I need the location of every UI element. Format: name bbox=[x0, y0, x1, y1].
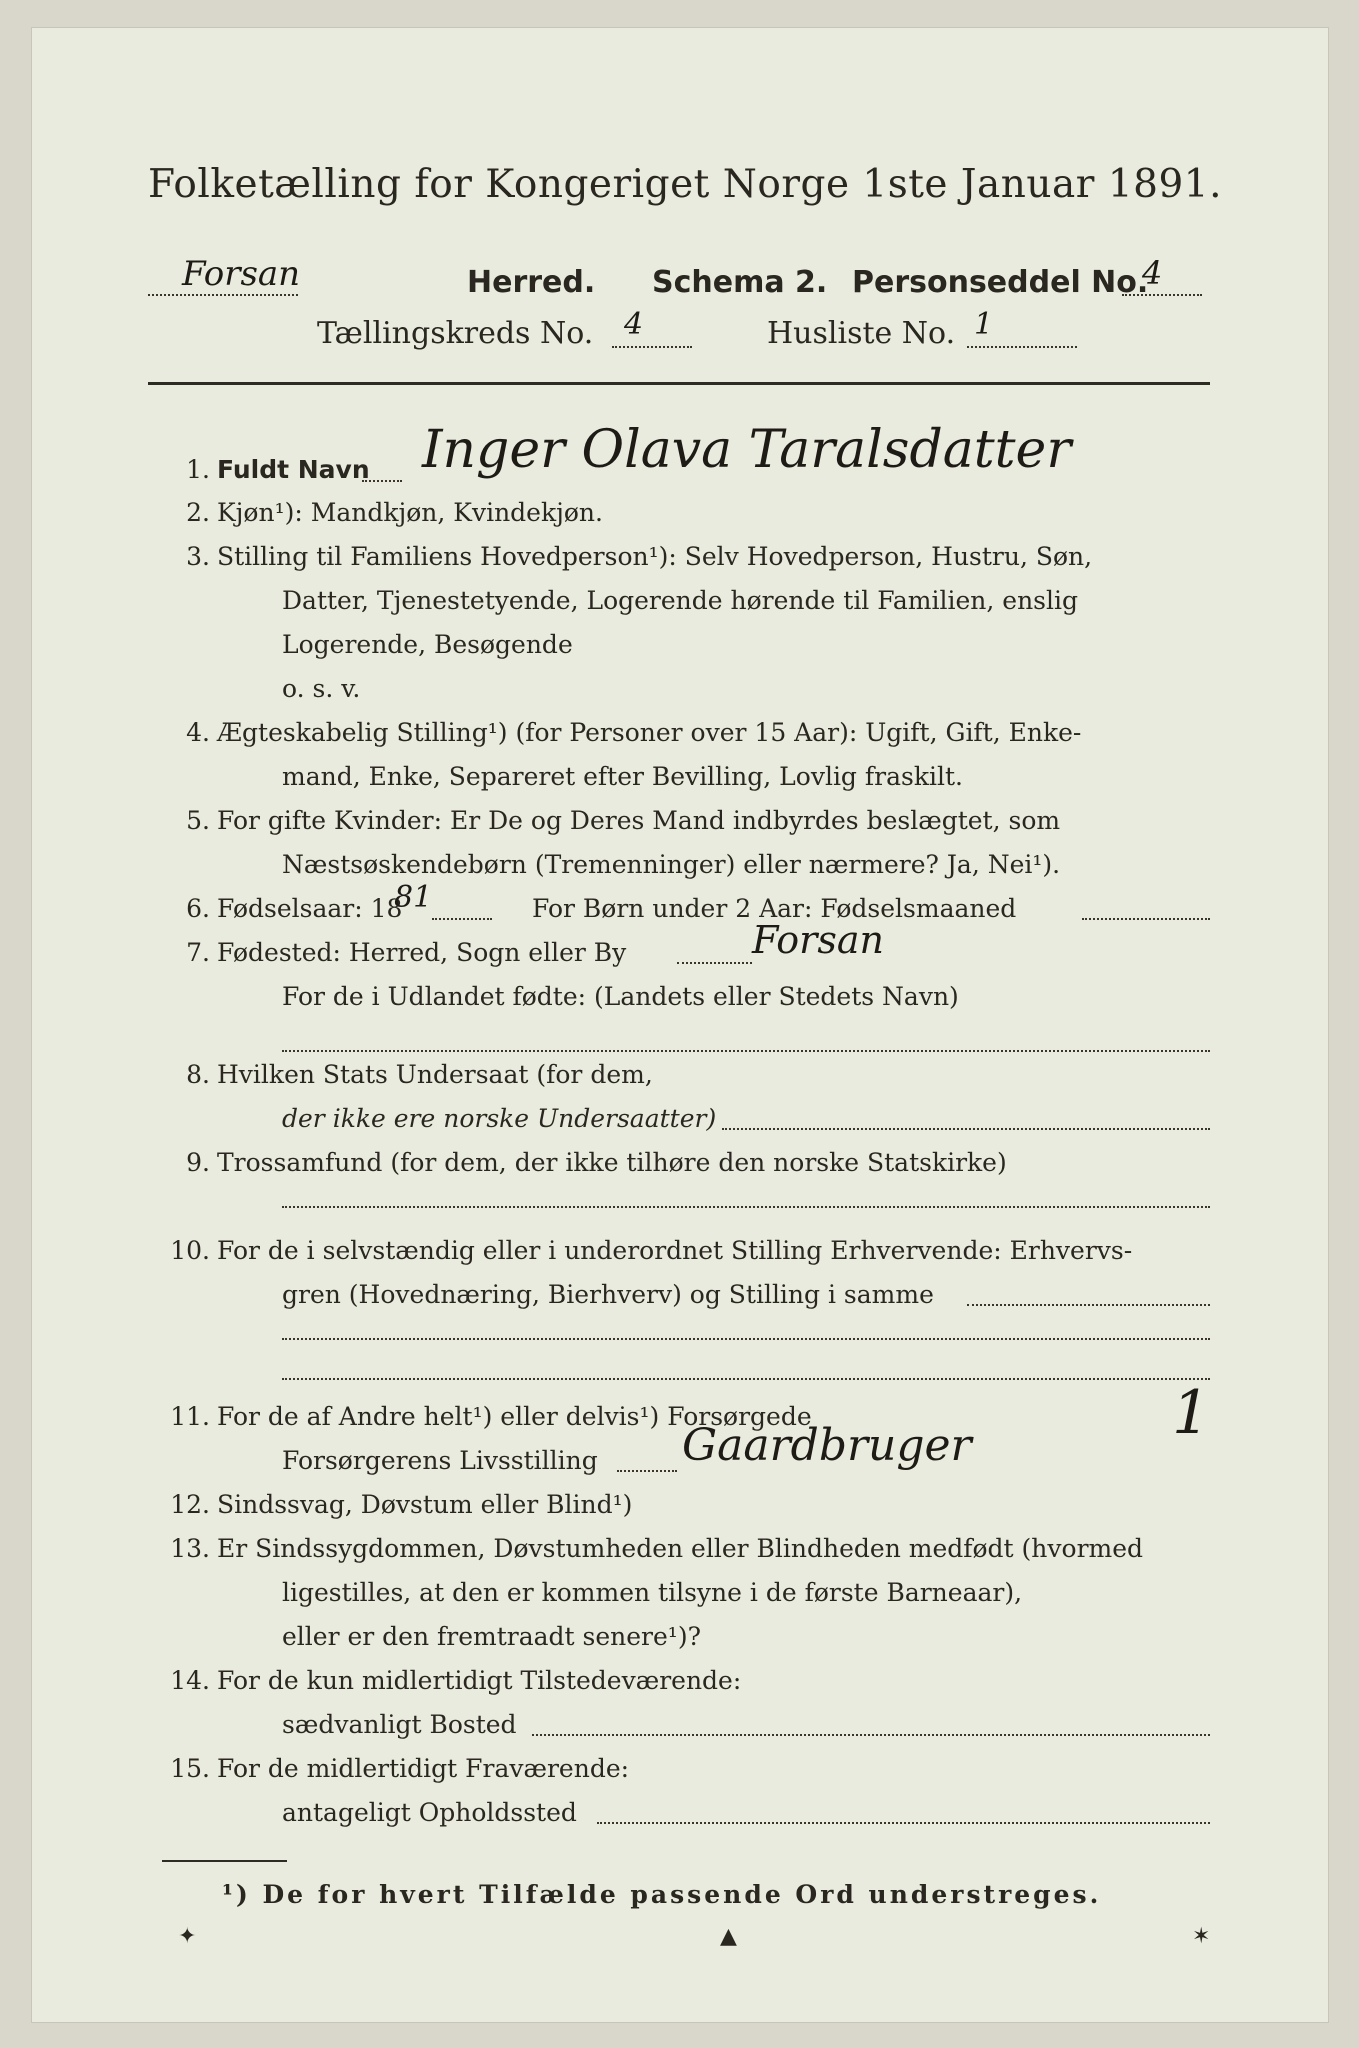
item-10-dotline-3 bbox=[282, 1378, 1210, 1380]
registration-mark-right: ✶ bbox=[1192, 1924, 1211, 1949]
kreds-dotline bbox=[612, 346, 692, 348]
personseddel-value: 4 bbox=[1142, 254, 1163, 292]
item-10-dotline-2 bbox=[282, 1338, 1210, 1340]
herred-label: Herred. bbox=[467, 265, 596, 300]
footnote: ¹) De for hvert Tilfælde passende Ord understreges. bbox=[222, 1880, 1102, 1909]
item-3-line3: Logerende, Besøgende bbox=[282, 630, 573, 659]
item-7-label: Fødested: Herred, Sogn eller By bbox=[217, 938, 627, 967]
item-12-number: 12. bbox=[170, 1490, 210, 1519]
item-13-line3: eller er den fremtraadt senere¹)? bbox=[282, 1622, 701, 1651]
item-15-line1: For de midlertidigt Fraværende: bbox=[217, 1754, 630, 1783]
item-15-number: 15. bbox=[170, 1754, 210, 1783]
provider-occupation-value: Gaardbruger bbox=[682, 1420, 972, 1471]
item-14-dotline bbox=[532, 1734, 1210, 1736]
item-4-line2: mand, Enke, Separeret efter Bevilling, Lovlig fraskilt. bbox=[282, 762, 963, 791]
husliste-value: 1 bbox=[974, 307, 994, 342]
item-12-line1: Sindssvag, Døvstum eller Blind¹) bbox=[217, 1490, 633, 1519]
item-13-line1: Er Sindssygdommen, Døvstumheden eller Blindheden medfødt (hvormed bbox=[217, 1534, 1144, 1563]
item-15-dotline bbox=[597, 1822, 1210, 1824]
item-4-number: 4. bbox=[186, 718, 210, 747]
item-8-line1: Hvilken Stats Undersaat (for dem, bbox=[217, 1060, 653, 1089]
full-name-value: Inger Olava Taralsdatter bbox=[422, 420, 1072, 480]
item-7-dotline bbox=[677, 962, 752, 964]
item-10-number: 10. bbox=[170, 1236, 210, 1265]
item-13-number: 13. bbox=[170, 1534, 210, 1563]
item-3-line4: o. s. v. bbox=[282, 674, 361, 703]
kreds-value: 4 bbox=[624, 307, 644, 342]
personseddel-label: Personseddel No. bbox=[852, 265, 1149, 300]
item-11-number: 11. bbox=[170, 1402, 210, 1431]
form-title: Folketælling for Kongeriget Norge 1ste Januar 1891. bbox=[148, 162, 1222, 207]
item-9-dotline bbox=[282, 1206, 1210, 1208]
registration-mark-center: ▲ bbox=[720, 1924, 737, 1949]
item-10-line1: For de i selvstændig eller i underordnet Stilling Erhvervende: Erhvervs- bbox=[217, 1236, 1133, 1265]
item-11-line1: For de af Andre helt¹) eller delvis¹) Forsørgede bbox=[217, 1402, 812, 1431]
census-form bbox=[32, 28, 1328, 2022]
item-3-line2: Datter, Tjenestetyende, Logerende hørende til Familien, enslig bbox=[282, 586, 1079, 615]
birthplace-value: Forsan bbox=[752, 918, 884, 962]
herred-value: Forsan bbox=[182, 254, 301, 294]
item-1-number: 1. bbox=[186, 455, 210, 484]
item-8-dotline bbox=[722, 1128, 1210, 1130]
item-6-dotline bbox=[432, 918, 492, 920]
item-9-line1: Trossamfund (for dem, der ikke tilhøre den norske Statskirke) bbox=[217, 1148, 1007, 1177]
item-11-mark: 1 bbox=[1172, 1378, 1211, 1448]
personseddel-dotline bbox=[1122, 294, 1202, 296]
item-9-number: 9. bbox=[186, 1148, 210, 1177]
item-8-number: 8. bbox=[186, 1060, 210, 1089]
item-5-line2: Næstsøskendebørn (Tremenninger) eller nærmere? Ja, Nei¹). bbox=[282, 850, 1061, 879]
item-3-line1: Stilling til Familiens Hovedperson¹): Selv Hovedperson, Hustru, Søn, bbox=[217, 542, 1093, 571]
kreds-label: Tællingskreds No. bbox=[317, 316, 594, 351]
item-14-line2: sædvanligt Bosted bbox=[282, 1710, 517, 1739]
header-rule bbox=[148, 382, 1210, 385]
item-10-line2: gren (Hovednæring, Bierhverv) og Stilling i samme bbox=[282, 1280, 934, 1309]
item-6-label2: For Børn under 2 Aar: Fødselsmaaned bbox=[532, 894, 1017, 923]
item-6-label: Fødselsaar: 18 bbox=[217, 894, 403, 923]
footnote-rule bbox=[162, 1860, 287, 1862]
item-5-number: 5. bbox=[186, 806, 210, 835]
schema-label: Schema 2. bbox=[652, 265, 828, 300]
item-7-abroad-dotline bbox=[282, 1050, 1210, 1052]
item-2-number: 2. bbox=[186, 498, 210, 527]
item-7-line2: For de i Udlandet fødte: (Landets eller Stedets Navn) bbox=[282, 982, 959, 1011]
item-8-line2: der ikke ere norske Undersaatter) bbox=[282, 1104, 717, 1133]
item-5-line1: For gifte Kvinder: Er De og Deres Mand indbyrdes beslægtet, som bbox=[217, 806, 1061, 835]
item-6-number: 6. bbox=[186, 894, 210, 923]
item-11-line2: Forsørgerens Livsstilling bbox=[282, 1446, 598, 1475]
husliste-dotline bbox=[967, 346, 1077, 348]
item-1-label: Fuldt Navn bbox=[217, 455, 370, 484]
birth-year-value: 81 bbox=[394, 880, 433, 915]
registration-mark-left: ✦ bbox=[178, 1924, 197, 1949]
item-3-number: 3. bbox=[186, 542, 210, 571]
item-14-line1: For de kun midlertidigt Tilstedeværende: bbox=[217, 1666, 742, 1695]
item-7-number: 7. bbox=[186, 938, 210, 967]
herred-dotline bbox=[148, 294, 298, 296]
item-1-dotline bbox=[362, 480, 402, 482]
item-6-month-dotline bbox=[1082, 918, 1210, 920]
item-4-line1: Ægteskabelig Stilling¹) (for Personer over 15 Aar): Ugift, Gift, Enke- bbox=[217, 718, 1082, 747]
item-11-dotline bbox=[617, 1470, 677, 1472]
item-13-line2: ligestilles, at den er kommen tilsyne i de første Barneaar), bbox=[282, 1578, 1023, 1607]
item-2-label: Kjøn¹): Mandkjøn, Kvindekjøn. bbox=[217, 498, 603, 527]
item-15-line2: antageligt Opholdssted bbox=[282, 1798, 577, 1827]
husliste-label: Husliste No. bbox=[767, 316, 956, 351]
item-14-number: 14. bbox=[170, 1666, 210, 1695]
item-10-dotline-1 bbox=[967, 1304, 1210, 1306]
